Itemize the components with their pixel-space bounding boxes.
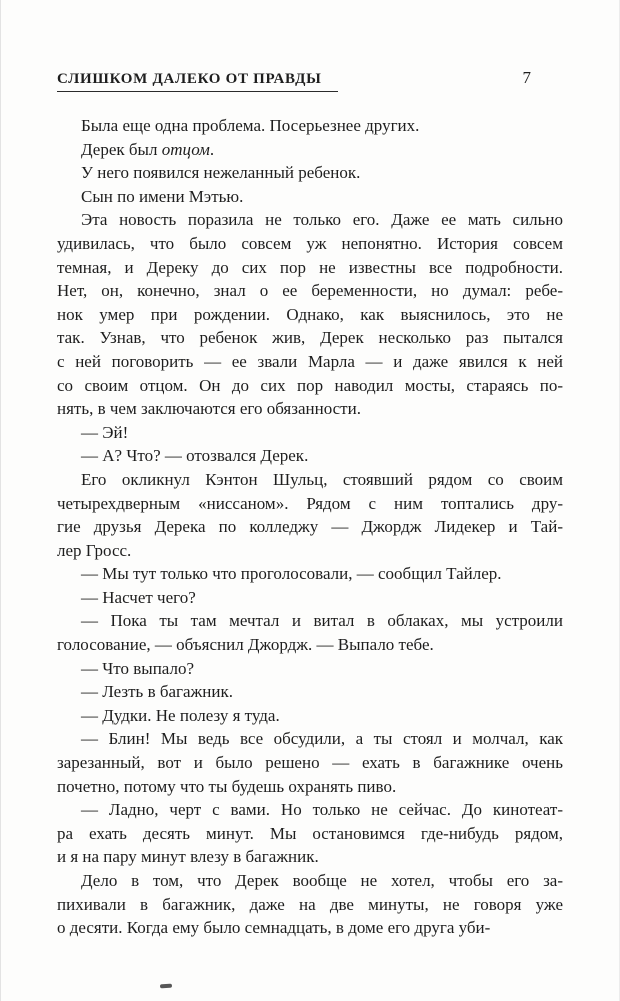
- text-line: — Мы тут только что проголосовали, — сообщил Тайлер.: [81, 564, 502, 584]
- text-line: — Ладно, черт с вами. Но только не сейчас. До кинотеат-: [81, 800, 563, 820]
- page-number: 7: [522, 68, 531, 87]
- text-line: о десяти. Когда ему было семнадцать, в доме его друга уби-: [57, 918, 491, 938]
- text-line: Сын по имени Мэтью.: [81, 186, 244, 206]
- text-line: почетно, потому что ты будешь охранять пиво.: [57, 776, 397, 796]
- paragraph: [57, 444, 563, 468]
- paragraph: [57, 421, 563, 445]
- text-line: Дело в том, что Дерек вообще не хотел, чтобы его за-: [81, 871, 563, 890]
- scan-artifact-mark: [160, 984, 172, 989]
- paragraph: [57, 562, 563, 586]
- paragraph: [57, 138, 563, 162]
- page-body: [57, 114, 563, 940]
- text-line: нять, в чем заключаются его обязанности.: [57, 399, 361, 419]
- paragraph: [57, 468, 563, 562]
- text-line: и я на пару минут влезу в багажник.: [57, 847, 319, 867]
- text-line: — Эй!: [81, 422, 129, 442]
- text-line: — Дудки. Не полезу я туда.: [81, 705, 280, 725]
- text-line: темная, и Дереку до сих пор не известны все подробности.: [57, 257, 563, 277]
- paragraph: [57, 727, 563, 798]
- text-line: Дерек был отцом.: [81, 139, 215, 159]
- text-line: гие друзья Дерека по колледжу — Джордж Лидекер и Тай-: [57, 517, 563, 537]
- text-line: — Что выпало?: [81, 658, 195, 678]
- text-line: удивилась, что было совсем уж непонятно. История совсем: [57, 233, 563, 253]
- text-line: голосование, — объяснил Джордж. — Выпало тебе.: [57, 635, 434, 655]
- paragraph: [57, 680, 563, 704]
- paragraph: [57, 704, 563, 728]
- text-line: — Блин! Мы ведь все обсудили, а ты стоял и молчал, как: [81, 729, 563, 749]
- text-line: с ней поговорить — ее звали Марла — и даже явился к ней: [57, 351, 563, 371]
- text-line: пихивали в багажник, даже на две минуты, не говоря уже: [57, 894, 563, 914]
- text-line: — Пока ты там мечтал и витал в облаках, мы устроили: [81, 611, 563, 631]
- text-line: нок умер при рождении. Однако, как выяснилось, это не: [57, 304, 563, 324]
- text-line: четырехдверным «ниссаном». Рядом с ним топтались дру-: [57, 493, 563, 513]
- paragraph: [57, 208, 563, 420]
- page-header: [57, 68, 563, 92]
- text-line: — А? Что? — отозвался Дерек.: [81, 446, 309, 466]
- paragraph: [57, 798, 563, 869]
- text-line: Нет, он, конечно, знал о ее беременности, но думал: ребе-: [57, 281, 563, 301]
- paragraph: [57, 609, 563, 656]
- text-line: Его окликнул Кэнтон Шульц, стоявший рядом со своим: [81, 469, 563, 489]
- text-line: зарезанный, вот и было решено — ехать в багажнике очень: [57, 753, 563, 773]
- paragraph: [57, 114, 563, 138]
- paragraph: [57, 869, 563, 940]
- text-line: Была еще одна проблема. Посерьезнее других.: [81, 116, 420, 135]
- paragraph: [57, 185, 563, 209]
- text-line: — Лезть в багажник.: [81, 682, 234, 702]
- text-line: — Насчет чего?: [81, 587, 196, 607]
- paragraph: [57, 161, 563, 185]
- text-line: ра ехать десять минут. Мы остановимся где-нибудь рядом,: [57, 823, 563, 843]
- text-line: Эта новость поразила не только его. Даже ее мать сильно: [81, 210, 563, 230]
- text-line: лер Гросс.: [57, 540, 132, 560]
- text-line: У него появился нежеланный ребенок.: [81, 163, 361, 183]
- paragraph: [57, 657, 563, 681]
- text-line: со своим отцом. Он до сих пор наводил мосты, стараясь по-: [57, 375, 563, 395]
- text-line: так. Узнав, что ребенок жив, Дерек несколько раз пытался: [57, 328, 563, 348]
- paragraph: [57, 586, 563, 610]
- running-title: СЛИШКОМ ДАЛЕКО ОТ ПРАВДЫ: [57, 71, 338, 92]
